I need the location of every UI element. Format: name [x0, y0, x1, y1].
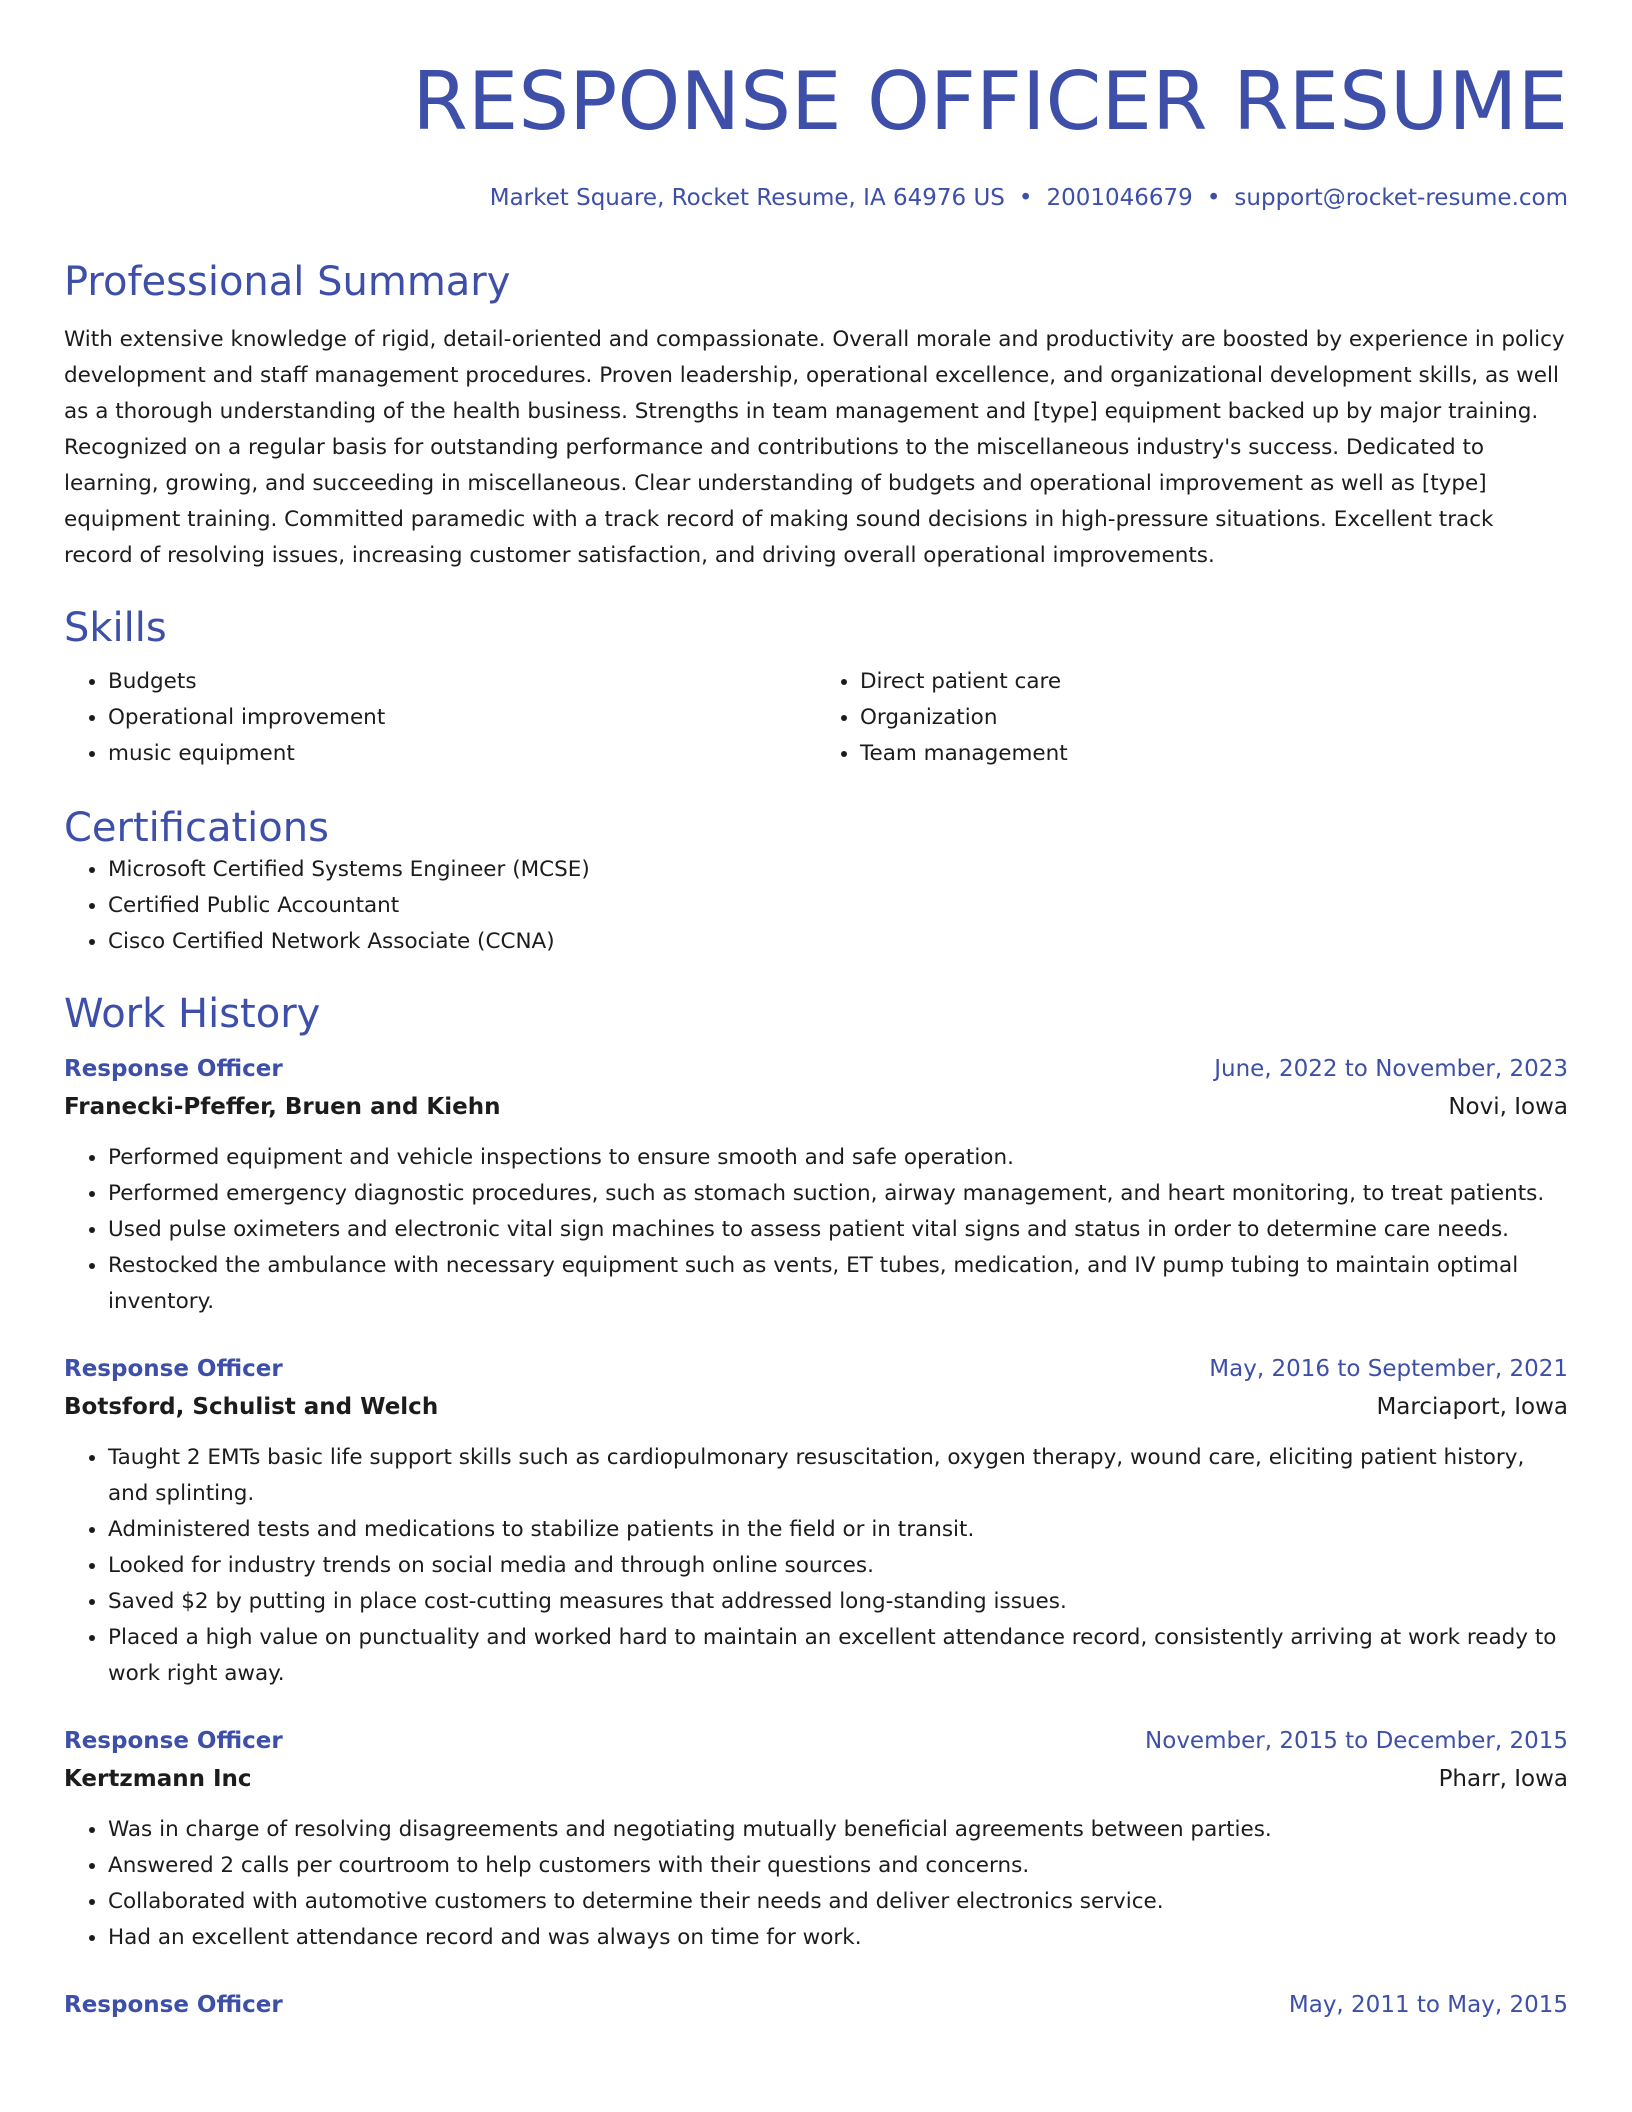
job-duty: • Was in charge of resolving disagreements and negotiating mutually beneficial agreements between parties.	[108, 1812, 1568, 1848]
job-location: Novi, Iowa	[1448, 1094, 1568, 1120]
certifications-heading: Certifications	[64, 805, 329, 851]
job-duty: • Answered 2 calls per courtroom to help customers with their questions and concerns.	[108, 1848, 1568, 1884]
job-duty: • Administered tests and medications to stabilize patients in the field or in transit.	[108, 1512, 1568, 1548]
skill-item: • Direct patient care	[860, 664, 1568, 700]
contact-separator: •	[1206, 185, 1221, 211]
job-dates: May, 2011 to May, 2015	[1288, 1992, 1568, 2018]
summary-heading: Professional Summary	[64, 259, 511, 305]
job-title: Response Officer	[64, 1728, 283, 1754]
skills-column-left	[64, 664, 816, 772]
job-duty: • Performed emergency diagnostic procedures, such as stomach suction, airway management, and heart monitoring, to treat patients.	[108, 1176, 1568, 1212]
certification-item: • Cisco Certified Network Associate (CCNA)	[108, 924, 1568, 960]
job-location: Pharr, Iowa	[1438, 1766, 1568, 1792]
job-dates: May, 2016 to September, 2021	[1209, 1356, 1568, 1382]
skill-item: • Team management	[860, 736, 1568, 772]
job-duty: • Had an excellent attendance record and was always on time for work.	[108, 1920, 1568, 1956]
job-company: Kertzmann Inc	[64, 1766, 252, 1792]
job-dates: November, 2015 to December, 2015	[1145, 1728, 1568, 1754]
skill-item: • music equipment	[108, 736, 816, 772]
job-entry	[64, 1722, 1568, 1956]
certification-item: • Microsoft Certified Systems Engineer (MCSE)	[108, 852, 1568, 888]
skills-heading: Skills	[64, 605, 167, 651]
job-header	[64, 1050, 1568, 1088]
job-dates: June, 2022 to November, 2023	[1214, 1056, 1568, 1082]
job-entry	[64, 1986, 1568, 2024]
job-duties	[64, 1140, 1568, 1320]
job-duty: • Performed equipment and vehicle inspections to ensure smooth and safe operation.	[108, 1140, 1568, 1176]
job-title: Response Officer	[64, 1992, 283, 2018]
job-subheader	[64, 1088, 1568, 1126]
skill-item: • Operational improvement	[108, 700, 816, 736]
resume-name: RESPONSE OFFICER RESUME	[412, 55, 1568, 148]
contact-address: Market Square, Rocket Resume, IA 64976 US	[489, 185, 1005, 211]
skill-item: • Budgets	[108, 664, 816, 700]
work-history-heading: Work History	[64, 991, 321, 1037]
job-header	[64, 1986, 1568, 2024]
certifications-list	[64, 852, 1568, 960]
job-location: Marciaport, Iowa	[1376, 1394, 1568, 1420]
job-header	[64, 1722, 1568, 1760]
job-duty: • Restocked the ambulance with necessary equipment such as vents, ET tubes, medication, and IV pump tubing to maintain optimal inventory.	[108, 1248, 1568, 1320]
job-title: Response Officer	[64, 1356, 283, 1382]
job-duty: • Placed a high value on punctuality and worked hard to maintain an excellent attendance record, consistently arriving at work ready to work right away.	[108, 1620, 1568, 1692]
skills-column-right	[816, 664, 1568, 772]
job-subheader	[64, 1760, 1568, 1798]
contact-separator: •	[1018, 185, 1033, 211]
job-subheader	[64, 1388, 1568, 1426]
certification-item: • Certified Public Accountant	[108, 888, 1568, 924]
job-duty: • Used pulse oximeters and electronic vital sign machines to assess patient vital signs and status in order to determine care needs.	[108, 1212, 1568, 1248]
summary-text: With extensive knowledge of rigid, detail-oriented and compassionate. Overall morale and productivity are boosted by experience in policy development and staff management procedures. Proven leadership, operational excellence, and organizational development skills, as well as a thorough understanding of the health business. Strengths in team management and [type] equipment backed up by major training. Recognized on a regular basis for outstanding performance and contributions to the miscellaneous industry's success. Dedicated to learning, growing, and succeeding in miscellaneous. Clear understanding of budgets and operational improvement as well as [type] equipment training. Committed paramedic with a track record of making sound decisions in high-pressure situations. Excellent track record of resolving issues, increasing customer satisfaction, and driving overall operational improvements.	[64, 327, 1565, 568]
job-duty: • Collaborated with automotive customers to determine their needs and deliver electronics service.	[108, 1884, 1568, 1920]
contact-line	[64, 182, 1568, 214]
contact-email: support@rocket-resume.com	[1234, 185, 1568, 211]
job-duty: • Looked for industry trends on social media and through online sources.	[108, 1548, 1568, 1584]
job-company: Botsford, Schulist and Welch	[64, 1394, 439, 1420]
contact-phone: 2001046679	[1046, 185, 1193, 211]
skill-item: • Organization	[860, 700, 1568, 736]
job-entry	[64, 1050, 1568, 1320]
skills-list	[64, 664, 1568, 772]
job-entry	[64, 1350, 1568, 1692]
job-duties	[64, 1812, 1568, 1956]
job-title: Response Officer	[64, 1056, 283, 1082]
job-company: Franecki-Pfeffer, Bruen and Kiehn	[64, 1094, 501, 1120]
job-duty: • Saved $2 by putting in place cost-cutting measures that addressed long-standing issues.	[108, 1584, 1568, 1620]
job-header	[64, 1350, 1568, 1388]
job-duty: • Taught 2 EMTs basic life support skills such as cardiopulmonary resuscitation, oxygen therapy, wound care, eliciting patient history, and splinting.	[108, 1440, 1568, 1512]
job-duties	[64, 1440, 1568, 1692]
